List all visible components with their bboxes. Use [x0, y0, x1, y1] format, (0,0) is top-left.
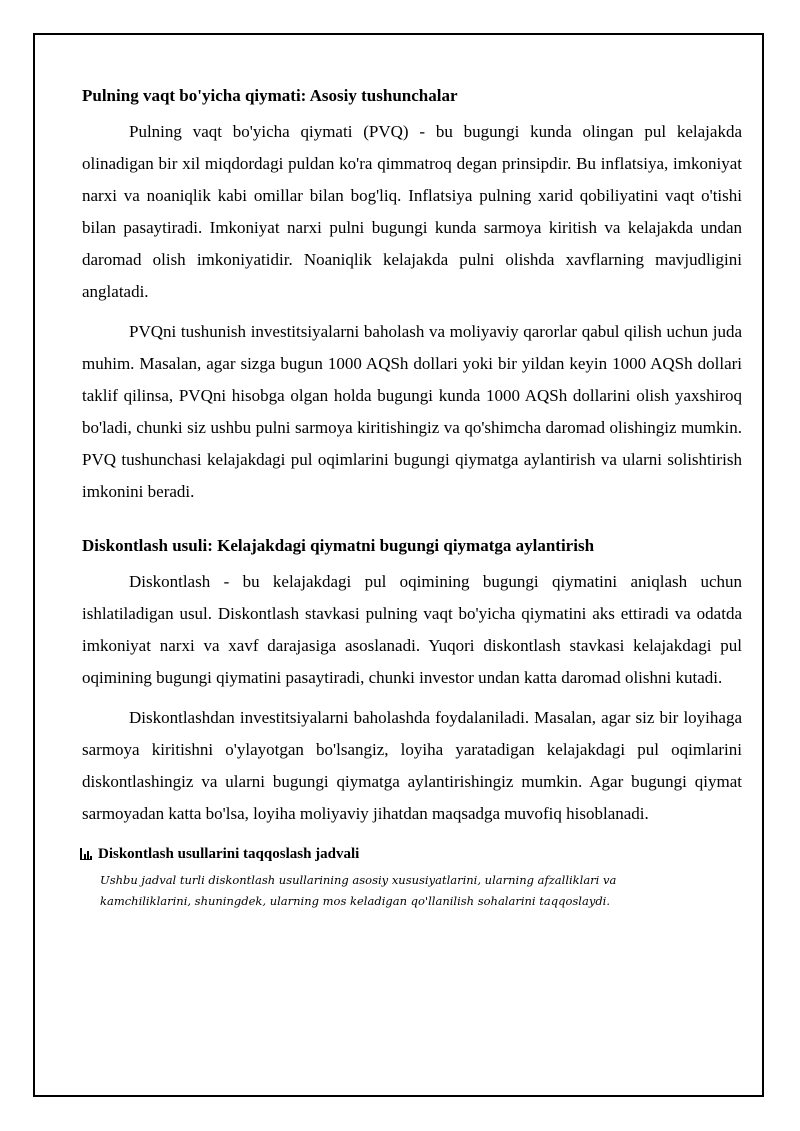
document-content: [82, 84, 742, 912]
table-title-text: Diskontlash usullarini taqqoslash jadvali: [98, 846, 360, 862]
paragraph: Diskontlash - bu kelajakdagi pul oqimining bugungi qiymatini aniqlash uchun ishlatiladigan usul. Diskontlash stavkasi pulning vaqt bo'yicha qiymatini aks ettiradi va odatda imkoniyat narxi va xavf darajasiga asoslanadi. Yuqori diskontlash stavkasi kelajakdagi pul oqimining bugungi qiymatini pasaytiradi, chunki investor undan katta daromad olishni kutadi.: [82, 572, 742, 687]
paragraph: Diskontlashdan investitsiyalarni baholashda foydalaniladi. Masalan, agar siz bir loyihaga sarmoya kiritishni o'ylayotgan bo'lsangiz, loyiha yaratadigan kelajakdagi pul oqimlarini diskontlashingiz va ularni bugungi qiymatga aylantirishingiz mumkin. Agar bugungi qiymat sarmoyadan katta bo'lsa, loyiha moliyaviy jihatdan maqsadga muvofiq hisoblanadi.: [82, 708, 742, 823]
table-description: Ushbu jadval turli diskontlash usullarining asosiy xususiyatlarini, ularning afzalliklari va kamchiliklarini, shuningdek, ularning mos keladigan qo'llanilish sohalarini taqqoslaydi.: [100, 873, 617, 908]
bar-chart-icon: [80, 848, 92, 860]
section-heading-discounting: Diskontlash usuli: Kelajakdagi qiymatni bugungi qiymatga aylantirish: [82, 536, 595, 555]
paragraph: PVQni tushunish investitsiyalarni baholash va moliyaviy qarorlar qabul qilish uchun juda muhim. Masalan, agar sizga bugun 1000 AQSh dollari yoki bir yildan keyin 1000 AQSh dollari taklif qilinsa, PVQni hisobga olgan holda bugungi kunda 1000 AQSh dollarini olish yaxshiroq bo'ladi, chunki siz ushbu pulni sarmoya kiritishingiz va qo'shimcha daromad olishingiz mumkin. PVQ tushunchasi kelajakdagi pul oqimlarini bugungi qiymatga aylantirish va ularni solishtirish imkonini beradi.: [82, 322, 742, 501]
section-heading-pvq: Pulning vaqt bo'yicha qiymati: Asosiy tushunchalar: [82, 86, 458, 105]
paragraph: Pulning vaqt bo'yicha qiymati (PVQ) - bu bugungi kunda olingan pul kelajakda olinadigan bir xil miqdordagi puldan ko'ra qimmatroq degan prinsipdir. Bu inflatsiya, imkoniyat narxi va noaniqlik kabi omillar bilan bog'liq. Inflatsiya pulning xarid qobiliyatini vaqt o'tishi bilan pasaytiradi. Imkoniyat narxi pulni bugungi kunda sarmoya kiritish va kelajakda undan daromad olish imkoniyatidir. Noaniqlik kelajakda pulni olishda xavflarning mavjudligini anglatadi.: [82, 122, 742, 301]
table-caption-title: [80, 844, 742, 864]
